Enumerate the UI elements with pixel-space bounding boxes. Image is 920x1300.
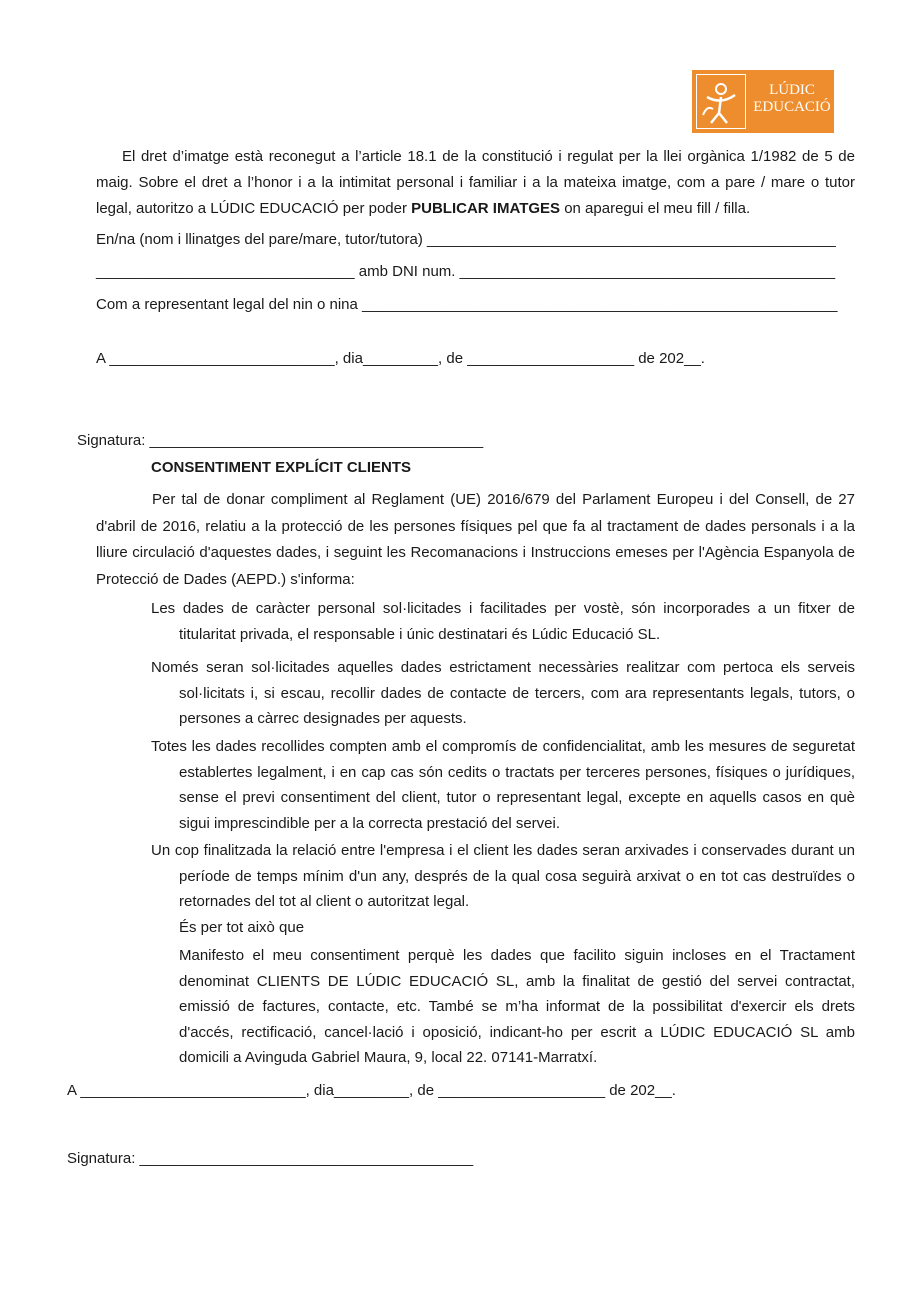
consent-statement: Manifesto el meu consentiment perquè les dades que facilito siguin incloses en el Tractament denominat CLIENTS DE LÚDIC EDUCACIÓ SL, amb la finalitat de gestió del servei contractat, emissió de factures, contacte, etc. També se m’ha informat de la possibilitat d'exercir els drets d'accés, rectificació, cancel·lació i oposició, indicant-ho per escrit a LÚDIC EDUCACIÓ SL amb domicili a Avinguda Gabriel Maura, 9, local 22. 07141-Marratxí. [179,947,855,1066]
ludic-educacio-logo [692,70,834,133]
legal-representative-field[interactable]: Com a representant legal del nin o nina _________________________________________________________ [96,296,838,313]
place-date-field-1[interactable]: A ___________________________, dia_________, de ____________________ de 202__. [96,350,705,367]
child-figure-icon [697,75,745,128]
place-date-field-2[interactable]: A ___________________________, dia_________, de ____________________ de 202__. [67,1082,676,1099]
logo-text [752,82,832,116]
consent-intro: Per tal de donar compliment al Reglament (UE) 2016/679 del Parlament Europeu i del Consell, de 27 d'abril de 2016, relatiu a la protecció de les persones físiques pel que fa al tractament de dades personals i a la lliure circulació d'aquestes dades, i seguint les Recomanacions i Instruccions emeses per l'Agència Espanyola de Protecció de Dades (AEPD.) s'informa: [96,491,855,588]
consent-item-2: Només seran sol·licitades aquelles dades estrictament necessàries realitzar com pertoca els serveis sol·licitats i, si escau, recollir dades de contacte de tercers, com ara representants legals, tutors, o persones a càrrec designades per aquests. [151,659,855,727]
parent-name-field[interactable]: En/na (nom i llinatges del pare/mare, tutor/tutora) _________________________________________________ [96,231,836,248]
intro-bold: PUBLICAR IMATGES [411,200,561,217]
therefore-text: És per tot això que [179,919,305,936]
consent-title: CONSENTIMENT EXPLÍCIT CLIENTS [151,459,412,476]
logo-square [696,74,746,129]
logo-line-2: EDUCACIÓ [753,99,831,115]
dni-field[interactable]: _______________________________ amb DNI num. _____________________________________________ [96,263,836,280]
image-rights-intro [96,144,855,222]
intro-text-end: on aparegui el meu fill / filla. [560,200,751,217]
signature-field-1[interactable]: Signatura: ________________________________________ [77,432,484,449]
logo-line-1: LÚDIC [769,82,815,98]
consent-item-1: Les dades de caràcter personal sol·licitades i facilitades per vostè, són incorporades a un fitxer de titularitat privada, el responsable i únic destinatari és Lúdic Educació SL. [151,600,855,643]
consent-item-3: Totes les dades recollides compten amb el compromís de confidencialitat, amb les mesures de seguretat establertes legalment, i en cap cas són cedits o tractats per terceres persones, físiques o jurídiques, sense el previ consentiment del client, tutor o representant legal, excepte en aquells casos en què sigui imprescindible per a la correcta prestació del servei. [151,738,855,832]
intro-text-start: El dret d’imatge està reconegut a l’article 18.1 de la constitució i regulat per la llei orgànica 1/1982 de 5 de maig. Sobre el dret a l’honor i a la intimitat personal i familiar i a la mateixa imatge, com a pare / mare o tutor legal, autoritzo a LÚDIC EDUCACIÓ per poder [96,148,855,217]
consent-item-4: Un cop finalitzada la relació entre l'empresa i el client les dades seran arxivades i conservades durant un període de temps mínim d'un any, després de la qual cosa seguirà arxivat o en tot cas destruïdes o retornades del tot al client o autoritzat legal. [151,842,855,910]
signature-field-2[interactable]: Signatura: ________________________________________ [67,1150,474,1167]
